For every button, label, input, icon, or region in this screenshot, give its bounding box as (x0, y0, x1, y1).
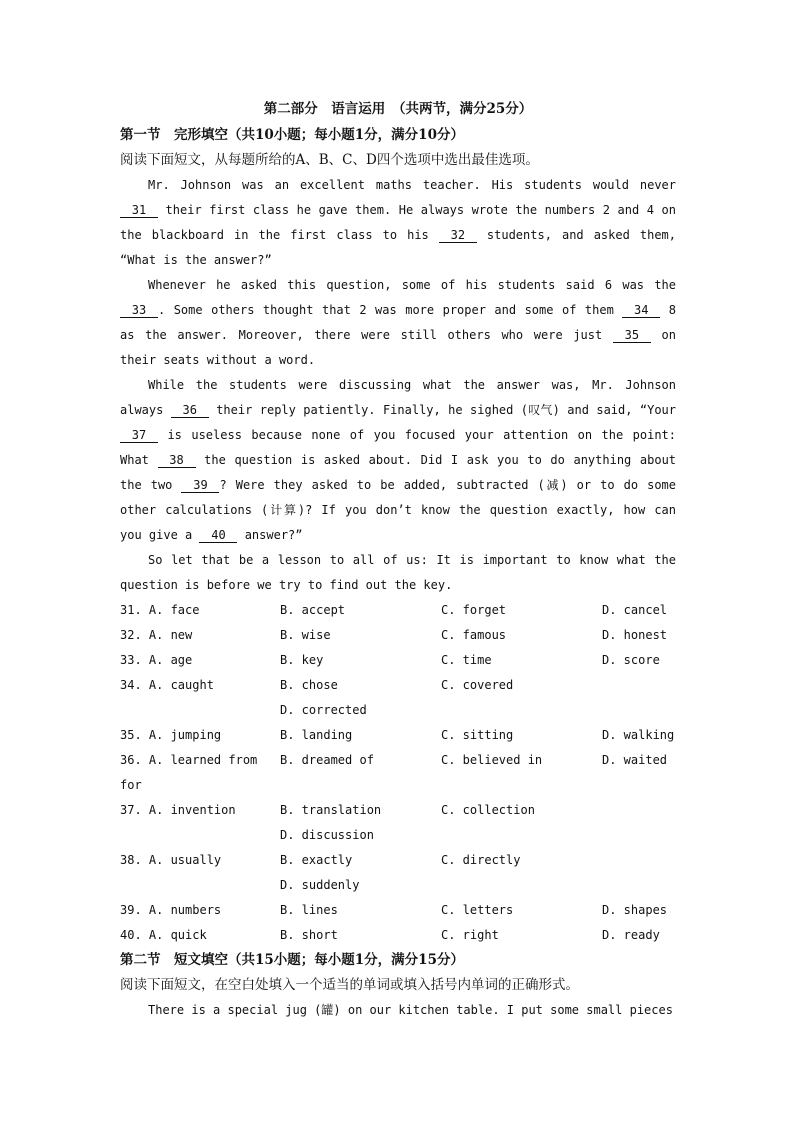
option-31-b: B. accept (280, 603, 346, 617)
option-39-a: 39. A. numbers (120, 903, 222, 917)
option-37-b: B. translation (280, 803, 382, 817)
blank-39: 39 (181, 478, 219, 493)
option-row-37-cont (120, 823, 676, 848)
text-run: ? Were they asked to be added, subtracted (减) or to do some other calculations (计算)? If you don’t know the question exactly, how can you give a (120, 478, 677, 542)
blank-38: 38 (158, 453, 196, 468)
text-run: their first class he gave them. He always wrote the numbers 2 and 4 on the blackboard in the first class to his (120, 203, 676, 242)
option-34-a: 34. A. caught (120, 678, 214, 692)
option-37-d: D. discussion (280, 828, 374, 842)
option-row-34-cont (120, 698, 676, 723)
passage-paragraph-2 (120, 273, 676, 373)
option-row-34 (120, 673, 676, 698)
option-row-38-cont (120, 873, 676, 898)
text-run: the question is asked about. Did I ask you to do anything about the two (120, 453, 677, 492)
option-36-a: 36. A. learned from (120, 753, 258, 767)
option-row-36-cont (120, 773, 676, 798)
option-33-a: 33. A. age (120, 653, 193, 667)
option-36-b: B. dreamed of (280, 753, 374, 767)
option-38-d: D. suddenly (280, 878, 360, 892)
option-row-36 (120, 748, 676, 773)
option-36-d: D. waited (602, 753, 668, 767)
text-run: . Some others thought that 2 was more proper and some of them (158, 303, 623, 317)
option-38-a: 38. A. usually (120, 853, 222, 867)
option-40-a: 40. A. quick (120, 928, 207, 942)
option-32-a: 32. A. new (120, 628, 193, 642)
blank-40: 40 (199, 528, 237, 543)
option-35-a: 35. A. jumping (120, 728, 222, 742)
option-32-c: C. famous (441, 628, 507, 642)
option-35-b: B. landing (280, 728, 353, 742)
option-37-a: 37. A. invention (120, 803, 236, 817)
option-31-a: 31. A. face (120, 603, 200, 617)
option-32-b: B. wise (280, 628, 331, 642)
text-run: Mr. Johnson was an excellent maths teacher. His students would never (148, 178, 676, 192)
option-row-33 (120, 648, 676, 673)
option-row-32 (120, 623, 676, 648)
option-36-c: C. believed in (441, 753, 543, 767)
blank-33: 33 (120, 303, 158, 318)
blank-36: 36 (171, 403, 209, 418)
text-run: Whenever he asked this question, some of his students said 6 was the (148, 278, 676, 292)
blank-32: 32 (439, 228, 477, 243)
text-run: is useless because none of you focused your attention on the point: What (120, 428, 676, 467)
option-36-d-continued: for (120, 778, 142, 792)
part-title: 第二部分 语言运用 （共两节，满分25分） (263, 101, 533, 117)
option-row-37 (120, 798, 676, 823)
option-row-40 (120, 923, 676, 948)
option-row-38 (120, 848, 676, 873)
option-32-d: D. honest (602, 628, 668, 642)
section2-instruction: 阅读下面短文，在空白处填入一个适当的单词或填入括号内单词的正确形式。 (120, 977, 579, 993)
option-39-c: C. letters (441, 903, 514, 917)
option-35-c: C. sitting (441, 728, 514, 742)
text-run: students, and asked them, “What is the answer?” (120, 228, 676, 267)
text-run: While the students were discussing what the answer was, Mr. Johnson always (120, 378, 676, 417)
exam-page (120, 98, 676, 1023)
section1-title: 第一节 完形填空（共10小题；每小题1分，满分10分） (120, 127, 464, 143)
blank-35: 35 (613, 328, 651, 343)
option-40-b: B. short (280, 928, 338, 942)
option-39-d: D. shapes (602, 903, 668, 917)
option-34-d: D. corrected (280, 703, 367, 717)
text-run: 8 as the answer. Moreover, there were still others who were just (120, 303, 676, 342)
passage-paragraph-1 (120, 173, 676, 273)
option-31-d: D. cancel (602, 603, 668, 617)
option-37-c: C. collection (441, 803, 535, 817)
option-34-b: B. chose (280, 678, 338, 692)
option-33-c: C. time (441, 653, 492, 667)
option-34-c: C. covered (441, 678, 514, 692)
option-40-c: C. right (441, 928, 499, 942)
options-list (120, 598, 676, 948)
option-38-c: C. directly (441, 853, 521, 867)
text-run: answer?” (237, 528, 303, 542)
option-40-d: D. ready (602, 928, 660, 942)
blank-37: 37 (120, 428, 158, 443)
blank-31: 31 (120, 203, 158, 218)
section1-instruction: 阅读下面短文，从每题所给的A、B、C、D四个选项中选出最佳选项。 (120, 152, 539, 168)
option-33-b: B. key (280, 653, 324, 667)
option-39-b: B. lines (280, 903, 338, 917)
option-row-31 (120, 598, 676, 623)
option-33-d: D. score (602, 653, 660, 667)
section2-title: 第二节 短文填空（共15小题；每小题1分，满分15分） (120, 952, 464, 968)
option-row-35 (120, 723, 676, 748)
passage-paragraph-4: So let that be a lesson to all of us: It is important to know what the question is before we try to find out the key. (120, 553, 676, 592)
option-35-d: D. walking (602, 728, 675, 742)
option-38-b: B. exactly (280, 853, 353, 867)
passage-paragraph-3 (120, 373, 676, 548)
text-run: their reply patiently. Finally, he sighed (叹气) and said, “Your (208, 403, 677, 417)
option-31-c: C. forget (441, 603, 507, 617)
blank-34: 34 (622, 303, 660, 318)
text-run: on their seats without a word. (120, 328, 676, 367)
option-row-39 (120, 898, 676, 923)
section2-paragraph-1: There is a special jug (罐) on our kitchen table. I put some small pieces (148, 1003, 673, 1017)
